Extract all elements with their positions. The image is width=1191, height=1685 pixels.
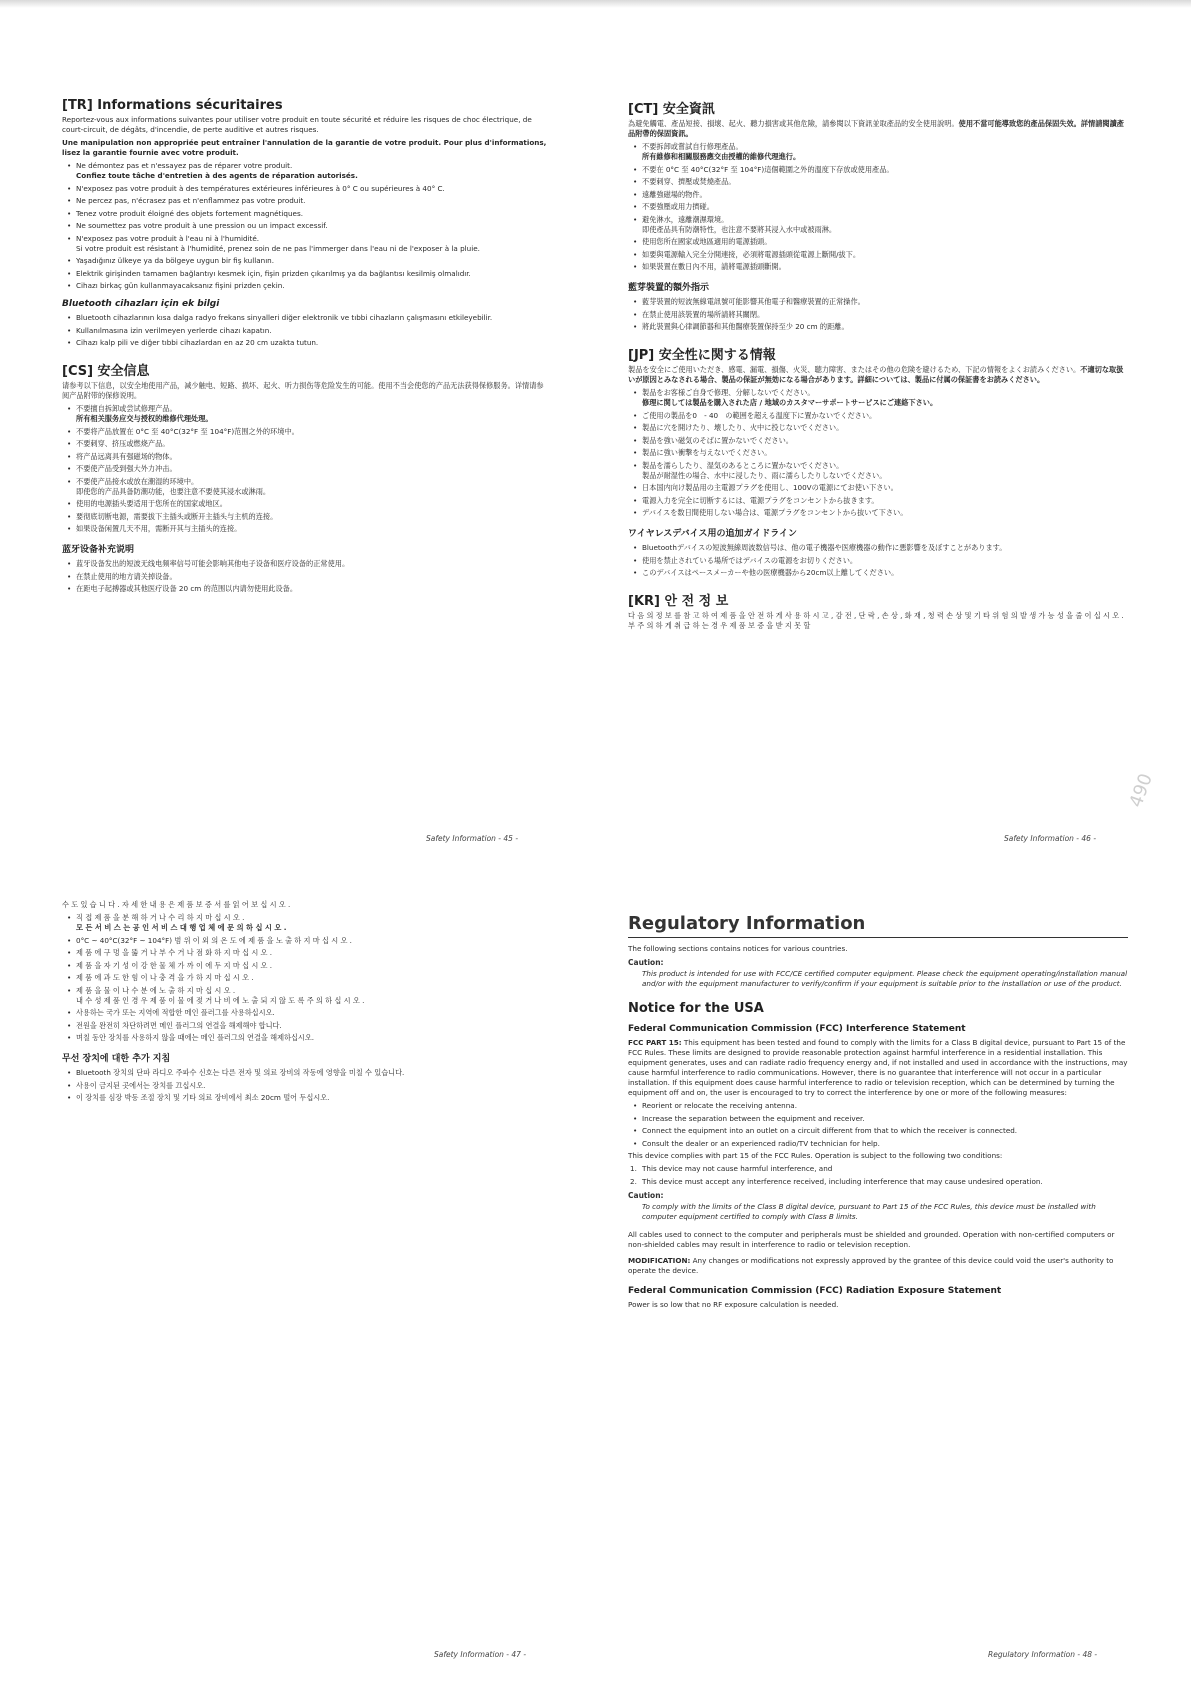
tr-bt-list xyxy=(62,313,549,348)
comply-text: This device complies with part 15 of the FCC Rules. Operation is subject to the following two conditions: xyxy=(628,1151,1003,1160)
fcc-radiation-title: Federal Communication Commission (FCC) Radiation Exposure Statement xyxy=(628,1286,1002,1296)
list-item: • 遠離強磁場的物件。 xyxy=(642,190,1128,200)
page-46 xyxy=(628,98,1128,634)
ct-title: [CT] 安全資訊 xyxy=(628,102,715,117)
list-item: • 不要刺穿、挤压或燃烧产品。 xyxy=(76,439,549,449)
list-item: • Increase the separation between the equipment and receiver. xyxy=(642,1114,1128,1124)
modification-text: MODIFICATION: Any changes or modifications not expressly approved by the grantee of this device could void the user's authority to operate the device. xyxy=(628,1256,1114,1275)
caution-text: This product is intended for use with FCC/CE certified computer equipment. Please check the equipment operating/installation manual and/or with the equipment manufacturer to verify/confirm if your equipment is suitable prior to the installation or use of the product. xyxy=(642,969,1128,988)
list-item: • 不要在 0°C 至 40°C(32°F 至 104°F)這個範圍之外的溫度下存放或使用產品。 xyxy=(642,165,1128,175)
list-item: • 在禁止使用該裝置的場所請將其關閉。 xyxy=(642,310,1128,320)
jp-list xyxy=(628,388,1128,518)
list-item: • Yaşadığınız ülkeye ya da bölgeye uygun bir fiş kullanın. xyxy=(76,256,549,266)
list-item: • 使用您所在國家或地區適用的電源插頭。 xyxy=(642,237,1128,247)
page-footer: Regulatory Information - 48 - xyxy=(988,1650,1098,1659)
list-item: • 製品をお客様ご自身で修理、分解しないでください。 修理に関しては製品を購入された店 / 地域のカスタマーサポートサービスにご連絡下さい。 xyxy=(642,388,1128,408)
tr-list xyxy=(62,161,549,291)
list-item: • 使用を禁止されている場所ではデバイスの電源をお切りください。 xyxy=(642,556,1128,566)
list-item: • 不要拆卸或嘗試自行修理產品。 所有維修和相關服務應交由授權的維修代理進行。 xyxy=(642,142,1128,162)
scan-edge xyxy=(0,0,1191,8)
list-item: • Bluetooth 장치의 단파 라디오 주파수 신호는 다른 전자 및 의료 장비의 작동에 영향을 미칠 수 있습니다. xyxy=(76,1068,549,1078)
list-item: • 使用的电源插头要适用于您所在的国家或地区。 xyxy=(76,499,549,509)
regulatory-title: Regulatory Information xyxy=(628,913,1128,938)
list-item: 2. This device must accept any interference received, including interference that may cause undesired operation. xyxy=(630,1177,1043,1186)
ct-bt-list xyxy=(628,297,1128,332)
list-item: • 사용이 금지된 곳에서는 장치를 끄십시오. xyxy=(76,1081,549,1091)
caution-text: To comply with the limits of the Class B digital device, pursuant to Part 15 of the FCC Rules, this device must be installed with computer equipment certified to comply with Class B limits. xyxy=(642,1202,1096,1221)
jp-title: [JP] 安全性に関する情報 xyxy=(628,348,776,363)
page-footer: Safety Information - 45 - xyxy=(426,834,519,843)
ct-list xyxy=(628,142,1128,272)
radiation-text: Power is so low that no RF exposure calculation is needed. xyxy=(628,1300,839,1309)
list-item: • Cihazı birkaç gün kullanmayacaksanız fişini prizden çekin. xyxy=(76,281,549,291)
list-item: • 不要使产品受到强大外力冲击。 xyxy=(76,464,549,474)
list-item: 1. This device may not cause harmful interference, and xyxy=(630,1164,833,1173)
page-48 xyxy=(628,913,1128,1313)
list-item: • 如果裝置在數日內不用，請將電源插頭斷開。 xyxy=(642,262,1128,272)
list-item: • 不要使产品接水或放在潮湿的环境中。 即使您的产品具备防潮功能，也要注意不要使其浸水或淋雨。 xyxy=(76,477,549,497)
list-item: • 避免淋水，遠離潮濕環境。 即使產品具有防潮特性，也注意不要將其浸入水中或被雨淋。 xyxy=(642,215,1128,235)
list-item: • 在禁止使用的地方请关掉设备。 xyxy=(76,572,549,582)
fcc-interference-title: Federal Communication Commission (FCC) Interference Statement xyxy=(628,1024,966,1034)
list-item: • Elektrik girişinden tamamen bağlantıyı kesmek için, fişin prizden çıkarılmış ya da bağlantısı kesilmiş olmalıdır. xyxy=(76,269,549,279)
list-item: • N'exposez pas votre produit à l'eau ni à l'humidité. Si votre produit est résistant à l'humidité, prenez soin de ne pas l'immerger dans l'eau ni de l'exposer à la pluie. xyxy=(76,234,549,254)
page-45 xyxy=(62,98,549,597)
kr-bt-list xyxy=(62,1068,549,1103)
kr-intro-cont: 수 도 있 습 니 다 . 자 세 한 내 용 은 제 품 보 증 서 를 읽 어 보 십 시 오 . xyxy=(62,900,291,909)
kr-list xyxy=(62,913,549,1043)
cs-bt-list xyxy=(62,559,549,594)
list-item: • ご使用の製品を0 - 40 の範囲を超える温度下に置かないでください。 xyxy=(642,411,1128,421)
cables-text: All cables used to connect to the computer and peripherals must be shielded and grounded. Operation with non-certified computers or non-shielded cables may result in interference to radio or television reception. xyxy=(628,1230,1115,1249)
list-item: • 日本国内向け製品用の主電源プラグを使用し、100Vの電源にてお使い下さい。 xyxy=(642,483,1128,493)
kr-intro: 다 음 의 정 보 를 참 고 하 여 제 품 을 안 전 하 게 사 용 하 시 고 , 감 전 , 단 락 , 손 상 , 화 재 , 청 력 손 상 및 기 타 위 험 의 발 생 가 능 성 을 줄 이 십 시 오 . 부 주 의 하 게 취 급 하 는 경 우 제 품 보 증 을 받 지 못 할 xyxy=(628,611,1124,630)
list-item: • Reorient or relocate the receiving antenna. xyxy=(642,1101,1128,1111)
tr-title: [TR] Informations sécuritaires xyxy=(62,98,283,113)
list-item: • Kullanılmasına izin verilmeyen yerlerde cihazı kapatın. xyxy=(76,326,549,336)
list-item: • 며칠 동안 장치를 사용하지 않을 때에는 메인 플러그의 연결을 해제하십시오. xyxy=(76,1033,549,1043)
list-item: • Ne soumettez pas votre produit à une pression ou un impact excessif. xyxy=(76,221,549,231)
page-footer: Safety Information - 46 - xyxy=(1004,834,1097,843)
usa-title: Notice for the USA xyxy=(628,1001,764,1016)
list-item: • N'exposez pas votre produit à des températures extérieures inférieures à 0° C ou supérieures à 40° C. xyxy=(76,184,549,194)
list-item: • 製品に強い衝撃を与えないでください。 xyxy=(642,448,1128,458)
jp-bt-title: ワイヤレスデバイス用の追加ガイドライン xyxy=(628,529,798,539)
ct-bt-title: 藍芽裝置的額外指示 xyxy=(628,283,710,293)
regulatory-intro: The following sections contains notices for various countries. xyxy=(628,944,848,953)
list-item: • 藍芽裝置的短波無線電訊號可能影響其他電子和醫療裝置的正常操作。 xyxy=(642,297,1128,307)
list-item: • このデバイスはペースメーカーや他の医療機器から20cm以上離してください。 xyxy=(642,568,1128,578)
caution-label: Caution: xyxy=(628,1191,664,1200)
margin-mark: 490 xyxy=(1125,770,1157,811)
jp-intro: 製品を安全にご使用いただき、感電、漏電、損傷、火災、聴力障害、またはその他の危険を避けるため、下記の情報をよくお読みください。不適切な取扱いが原因とみなされる場合、製品の保証が無効になる場合があります。詳細については、製品に付属の保証書をお読みください。 xyxy=(628,365,1124,384)
list-item: • 要彻底切断电源，需要拔下主插头或断开主插头与主机的连接。 xyxy=(76,512,549,522)
list-item: • 蓝牙设备发出的短波无线电频率信号可能会影响其他电子设备和医疗设备的正常使用。 xyxy=(76,559,549,569)
cs-bt-title: 蓝牙设备补充说明 xyxy=(62,545,135,555)
list-item: • Connect the equipment into an outlet on a circuit different from that to which the receiver is connected. xyxy=(642,1126,1128,1136)
list-item: • 제 품 에 구 멍 을 뚫 거 나 부 수 거 나 점 화 하 지 마 십 시 오 . xyxy=(76,948,549,958)
list-item: • 직 접 제 품 을 분 해 하 거 나 수 리 하 지 마 십 시 오 . 모 든 서 비 스 는 공 인 서 비 스 대 행 업 체 에 문 의 하 십 시 오 . xyxy=(76,913,549,933)
kr-title: [KR] 안 전 정 보 xyxy=(628,594,729,609)
list-item: • Ne percez pas, n'écrasez pas et n'enflammez pas votre produit. xyxy=(76,196,549,206)
ct-intro: 為避免觸電、產品短接、損壞、起火、聽力損害或其他危險，請參閱以下資訊並取產品的安全使用說明。使用不當可能導致您的產品保固失效。詳情請閱讀產品附帶的保固資訊。 xyxy=(628,119,1124,138)
list-item: • 이 장치를 심장 박동 조절 장치 및 기타 의료 장비에서 최소 20cm 떨어 두십시오. xyxy=(76,1093,549,1103)
list-item: • デバイスを数日間使用しない場合は、電源プラグをコンセントから抜いて下さい。 xyxy=(642,508,1128,518)
list-item: • 不要刺穿、擠壓或焚燒產品。 xyxy=(642,177,1128,187)
page-47 xyxy=(62,900,549,1106)
list-item: • 제 품 을 자 기 성 이 강 한 물 체 가 까 이 에 두 지 마 십 시 오 . xyxy=(76,961,549,971)
list-item: • Tenez votre produit éloigné des objets fortement magnétiques. xyxy=(76,209,549,219)
cs-list xyxy=(62,404,549,534)
kr-bt-title: 무선 장치에 대한 추가 지침 xyxy=(62,1054,171,1064)
list-item: • 在距电子起搏器或其他医疗设备 20 cm 的范围以内请勿使用此设备。 xyxy=(76,584,549,594)
cs-intro: 请参考以下信息，以安全地使用产品，减少触电、短路、损坏、起火、听力损伤等危险发生的可能。使用不当会使您的产品无法获得保修服务。详情请参阅产品附带的保修说明。 xyxy=(62,381,544,400)
caution-label: Caution: xyxy=(628,958,664,967)
list-item: • Cihazı kalp pili ve diğer tıbbi cihazlardan en az 20 cm uzakta tutun. xyxy=(76,338,549,348)
list-item: • 전원을 완전히 차단하려면 메인 플러그의 연결을 해제해야 합니다. xyxy=(76,1021,549,1031)
list-item: • 0°C ~ 40°C(32°F ~ 104°F) 범 위 이 외 의 온 도 에 제 품 을 노 출 하 지 마 십 시 오 . xyxy=(76,936,549,946)
list-item: • 製品を濡らしたり、湿気のあるところに置かないでください。 製品が耐湿性の場合、水中に浸したり、雨に濡らしたりしないでください。 xyxy=(642,461,1128,481)
list-item: • 將此裝置與心律調節器和其他醫療裝置保持至少 20 cm 的距離。 xyxy=(642,322,1128,332)
tr-intro: Reportez-vous aux informations suivantes pour utiliser votre produit en toute sécurité et réduire les risques de choc électrique, de court-circuit, de dégâts, d'incendie, de perte auditive et autres risques. xyxy=(62,115,532,134)
list-item: • 不要強壓或用力擠碰。 xyxy=(642,202,1128,212)
fcc-part15: FCC PART 15: This equipment has been tested and found to comply with the limits for a Class B digital device, pursuant to Part 15 of the FCC Rules. These limits are designed to provide reasonable protection against harmful interference in a residential installation. This equipment generates, uses and can radiate radio frequency energy and, if not installed and used in accordance with the instructions, may cause harmful interference to radio communications. However, there is no guarantee that interference will not occur in a particular installation. If this equipment does cause harmful interference to radio or television reception, which can be determined by turning the equipment off and on, the user is encouraged to try to correct the interference by one or more of the following measures: xyxy=(628,1038,1128,1097)
list-item: • 不要擅自拆卸或尝试修理产品。 所有相关服务应交与授权的维修代理处理。 xyxy=(76,404,549,424)
list-item: • Consult the dealer or an experienced radio/TV technician for help. xyxy=(642,1139,1128,1149)
conditions-list xyxy=(628,1164,1128,1187)
cs-title: [CS] 安全信息 xyxy=(62,364,150,379)
measures-list xyxy=(628,1101,1128,1149)
list-item: • 不要将产品放置在 0°C 至 40°C(32°F 至 104°F)范围之外的环境中。 xyxy=(76,427,549,437)
list-item: • Bluetoothデバイスの短波無線周波数信号は、他の電子機器や医療機器の動作に悪影響を及ぼすことがあります。 xyxy=(642,543,1128,553)
list-item: • 製品を強い磁気のそばに置かないでください。 xyxy=(642,436,1128,446)
list-item: • Ne démontez pas et n'essayez pas de réparer votre produit. Confiez toute tâche d'entretien à des agents de réparation autorisés. xyxy=(76,161,549,181)
list-item: • 제 품 에 과 도 한 힘 이 나 충 격 을 가 하 지 마 십 시 오 . xyxy=(76,973,549,983)
jp-bt-list xyxy=(628,543,1128,578)
list-item: • 将产品远离具有强磁场的物体。 xyxy=(76,452,549,462)
list-item: • 제 품 을 물 이 나 수 분 에 노 출 하 지 마 십 시 오 . 내 수 성 제 품 인 경 우 제 품 이 물 에 젖 거 나 비 에 노 출 되 지 않 도 록 주 의 하 십 시 오 . xyxy=(76,986,549,1006)
list-item: • 製品に穴を開けたり、壊したり、火中に投じないでください。 xyxy=(642,423,1128,433)
page-footer: Safety Information - 47 - xyxy=(434,1650,527,1659)
tr-bt-title: Bluetooth cihazları için ek bilgi xyxy=(62,299,220,309)
list-item: • Bluetooth cihazlarının kısa dalga radyo frekans sinyalleri diğer elektronik ve tıbbi cihazların çalışmasını etkileyebilir. xyxy=(76,313,549,323)
list-item: • 電源入力を完全に切断するには、電源プラグをコンセントから抜きます。 xyxy=(642,496,1128,506)
list-item: • 사용하는 국가 또는 지역에 적합한 메인 플러그를 사용하십시오. xyxy=(76,1008,549,1018)
list-item: • 如要與電源輸入完全分開連接，必須將電源插頭從電源上斷開/拔下。 xyxy=(642,250,1128,260)
list-item: • 如果设备闲置几天不用，需断开其与主插头的连接。 xyxy=(76,524,549,534)
tr-intro-bold: Une manipulation non appropriée peut entraîner l'annulation de la garantie de votre produit. Pour plus d'informations, lisez la garantie fournie avec votre produit. xyxy=(62,138,547,157)
